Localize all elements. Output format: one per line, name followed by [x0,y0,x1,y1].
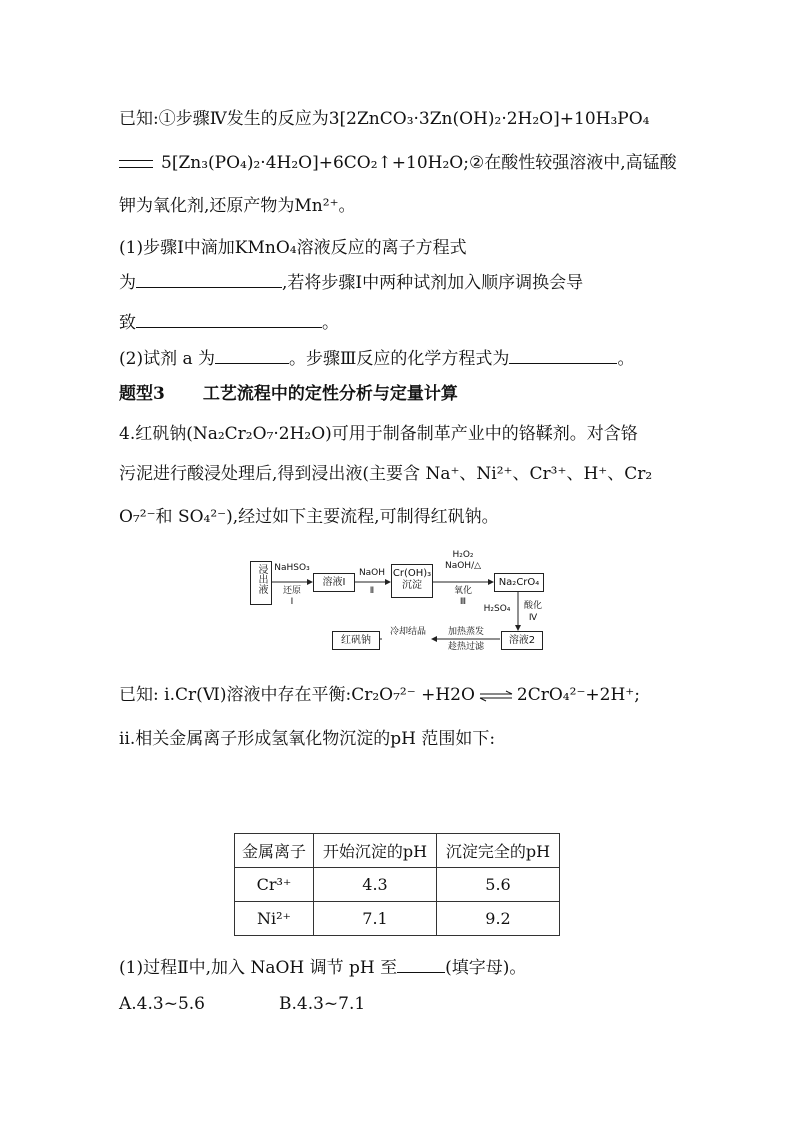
option-a[interactable]: A.4.3~5.6 [119,994,205,1014]
flow-box-precipitate [391,564,433,598]
flow-step5-top: 加热蒸发 [447,627,484,637]
problem-4-line3 [119,505,499,529]
answer-blank-ph-choice[interactable] [397,954,445,973]
flow-step1-reagent: NaHSO₃ [274,563,310,573]
table-header-cell: 沉淀完全的pH [437,834,560,868]
flow-box4-label: 溶液2 [508,635,536,646]
flow-step2-reagent: NaOH [358,568,386,578]
question-1-period: 。 [322,313,339,333]
option-b[interactable]: B.4.3~7.1 [279,994,366,1014]
flow-start-label: 浸出液 [256,564,267,594]
problem-4-line2 [119,462,652,486]
table-header-cell: 金属离子 [235,834,314,868]
question-2-prefix: (2)试剂 a 为 [119,349,216,369]
question-4-1-suffix: (填字母)。 [445,958,527,978]
known2-line1 [119,683,640,707]
table-cell: Cr³⁺ [235,868,314,902]
answer-blank-chemical-equation[interactable] [509,345,617,364]
flow-step1-label: 还原 [282,586,301,596]
flow-step3-number: Ⅲ [459,597,467,607]
flow-box-solution1 [313,573,355,592]
known1-line2 [119,151,677,175]
answer-blank-consequence[interactable] [136,309,322,328]
question-1-line1 [119,236,467,260]
section-title: 工艺流程中的定性分析与定量计算 [202,384,458,404]
question-1-followup: ,若将步骤Ⅰ中两种试剂加入顺序调换会导 [282,273,584,293]
answer-blank-reagent-a[interactable] [215,345,289,364]
flow-step4-reagent: H₂SO₄ [483,604,511,614]
section-label: 题型3 [119,384,165,404]
flow-step6-label: 冷却结晶 [389,627,426,637]
known2-equilibrium-right: 2CrO₄²⁻+2H⁺; [516,685,640,705]
problem-4-text-1: 4.红矾钠(Na₂Cr₂O₇·2H₂O)可用于制备制革产业中的铬鞣剂。对含铬 [119,424,638,444]
known1-line3 [119,194,356,218]
flow-box-product [332,631,380,650]
flow-end-label: 红矾钠 [341,635,371,646]
known1-line1 [119,107,649,131]
table-header-row [235,834,560,868]
known1-product: 5[Zn₃(PO₄)₂·4H₂O]+6CO₂↑+10H₂O; [161,153,469,173]
flow-box1-label: 溶液Ⅰ [322,577,346,588]
flow-box-solution2 [501,631,543,650]
known1-condition2-end: 钾为氧化剂,还原产物为Mn²⁺。 [119,196,356,216]
ph-range-table [234,833,560,936]
flow-step1-number: Ⅰ [290,597,294,607]
problem-4-line1 [119,422,638,446]
known1-prefix: 已知:①步骤Ⅳ发生的反应为 [119,109,329,129]
flow-step3-reagent1: H₂O₂ [452,550,474,560]
question-2-line [119,345,634,371]
answer-blank-ionic-equation[interactable] [136,269,282,288]
table-cell: 7.1 [314,902,437,936]
question-1-line3 [119,309,339,335]
flow-box-sodium-chromate [494,573,544,592]
table-row [235,868,560,902]
known2-line2 [119,727,495,751]
question-1-line2 [119,269,583,295]
table-header-cell: 开始沉淀的pH [314,834,437,868]
flow-step4-number: Ⅳ [528,613,538,623]
options-line [119,992,365,1016]
flow-box2-label: 沉淀 [402,580,422,591]
equilibrium-equals-icon [119,160,153,168]
known2-ph-intro: ⅱ.相关金属离子形成氢氧化物沉淀的pH 范围如下: [119,729,496,749]
question-1-result-prefix: 致 [119,313,136,333]
table-row [235,902,560,936]
flow-box3-label: Na₂CrO₄ [498,577,540,588]
problem-4-text-2: 污泥进行酸浸处理后,得到浸出液(主要含 Na⁺、Ni²⁺、Cr³⁺、H⁺、Cr₂ [119,464,653,484]
question-4-1-prefix: (1)过程Ⅱ中,加入 NaOH 调节 pH 至 [119,958,398,978]
flow-step3-reagent2: NaOH/△ [444,561,482,571]
flow-step4-label: 酸化 [523,601,542,611]
question-2-middle: 。步骤Ⅲ反应的化学方程式为 [289,349,510,369]
flow-step3-label: 氧化 [453,586,472,596]
question-4-1-line [119,954,526,980]
known1-condition2: ②在酸性较强溶液中,高锰酸 [468,153,677,173]
known2-equilibrium-left: 已知: ⅰ.Cr(Ⅵ)溶液中存在平衡:Cr₂O₇²⁻ +H2O [119,685,475,705]
problem-4-text-3: O₇²⁻和 SO₄²⁻),经过如下主要流程,可制得红矾钠。 [119,507,499,527]
question-2-period: 。 [617,349,635,369]
known1-formula: 3[2ZnCO₃·3Zn(OH)₂·2H₂O]+10H₃PO₄ [328,109,650,129]
process-flow-chart [250,550,546,654]
question-1-text: (1)步骤Ⅰ中滴加KMnO₄溶液反应的离子方程式 [119,238,467,258]
table-cell: Ni²⁺ [235,902,314,936]
table-cell: 9.2 [437,902,560,936]
table-cell: 4.3 [314,868,437,902]
flow-box2-formula: Cr(OH)₃ [392,568,432,579]
table-cell: 5.6 [437,868,560,902]
question-1-prefix: 为 [119,273,136,293]
flow-box-leachate [250,561,272,605]
section-heading [119,382,458,406]
flow-step5-bottom: 趁热过滤 [447,642,484,652]
flow-step2-number: Ⅱ [369,586,375,596]
reversible-arrow-icon [479,690,513,702]
